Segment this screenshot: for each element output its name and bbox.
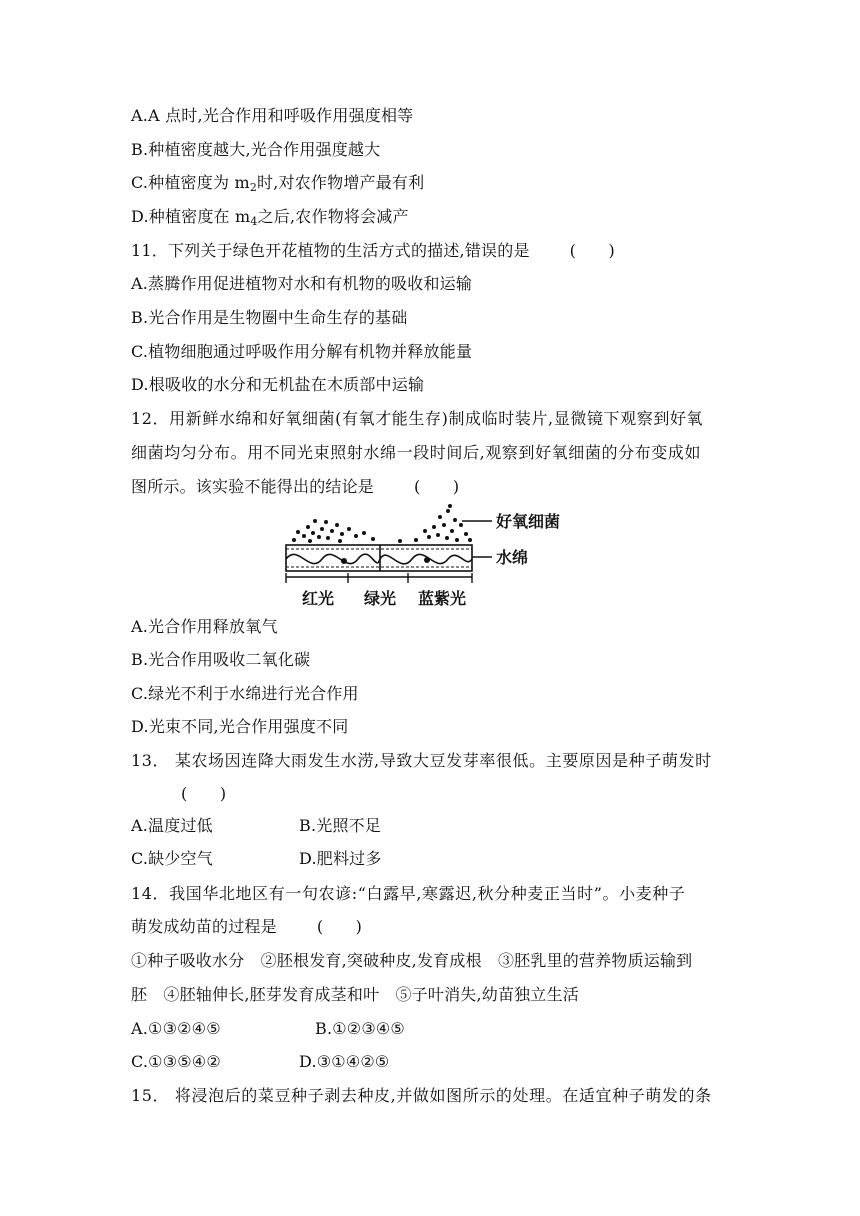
q10-option-d xyxy=(131,206,409,233)
q12-option-c: C.绿光不利于水绵进行光合作用 xyxy=(131,684,359,703)
label-blue-violet-light: 蓝紫光 xyxy=(418,589,467,608)
q14-steps-line1: ①种子吸收水分 ②胚根发育,突破种皮,发育成根 ③胚乳里的营养物质运输到 xyxy=(131,951,693,970)
q14-option-a: A.①③②④⑤ xyxy=(131,1019,221,1038)
q14-option-c: C.①③⑤④② xyxy=(131,1052,221,1071)
q11-option-a: A.蒸腾作用促进植物对水和有机物的吸收和运输 xyxy=(131,274,473,293)
q12-stem-line3 xyxy=(131,476,459,498)
q14-stem-text: 萌发成幼苗的过程是 xyxy=(131,917,277,936)
q12-option-a: A.光合作用释放氧气 xyxy=(131,617,278,636)
q15-stem-line1: 15． 将浸泡后的菜豆种子剥去种皮,并做如图所示的处理。在适宜种子萌发的条 xyxy=(131,1086,712,1105)
q12-stem-text: 图所示。该实验不能得出的结论是 xyxy=(131,477,375,496)
algae-bacteria-figure xyxy=(280,503,580,611)
q14-steps-line2: 胚 ④胚轴伸长,胚芽发育成茎和叶 ⑤子叶消失,幼苗独立生活 xyxy=(131,985,579,1004)
q13-option-a: A.温度过低 xyxy=(131,816,213,835)
chloroplast-spiral xyxy=(286,554,472,564)
q10-option-c-text-end: 时,对农作物增产最有利 xyxy=(257,173,425,192)
q13-answer-paren: ( ) xyxy=(181,784,227,803)
q12-option-d: D.光束不同,光合作用强度不同 xyxy=(131,717,349,736)
q13-option-d: D.肥料过多 xyxy=(299,849,382,868)
q14-stem-line1: 14．我国华北地区有一句农谚:“白露早,寒露迟,秋分种麦正当时”。小麦种子 xyxy=(131,884,686,903)
q11-stem xyxy=(131,240,615,262)
q10-option-c-text: C.种植密度为 m xyxy=(131,173,250,192)
q11-option-d: D.根吸收的水分和无机盐在木质部中运输 xyxy=(131,375,425,394)
nucleus-right xyxy=(424,557,430,563)
q10-option-c-subscript: 2 xyxy=(249,181,258,194)
nucleus-left xyxy=(341,558,347,564)
q10-option-d-text: D.种植密度在 m xyxy=(131,207,251,226)
q14-answer-paren: ( ) xyxy=(316,917,363,936)
q12-answer-paren: ( ) xyxy=(414,477,460,496)
q13-option-c: C.缺少空气 xyxy=(131,849,213,868)
label-red-light: 红光 xyxy=(302,589,335,608)
label-aerobic-bacteria: 好氧细菌 xyxy=(496,512,561,531)
q13-option-b: B.光照不足 xyxy=(299,816,382,835)
q11-stem-text: 11．下列关于绿色开花植物的生活方式的描述,错误的是 xyxy=(131,241,530,260)
q14-option-d: D.③①④②⑤ xyxy=(299,1052,390,1071)
q12-stem-line1: 12．用新鲜水绵和好氧细菌(有氧才能生存)制成临时装片,显微镜下观察到好氧 xyxy=(131,409,704,428)
label-green-light: 绿光 xyxy=(364,589,397,608)
q10-option-d-text-end: 之后,农作物将会减产 xyxy=(257,207,409,226)
q10-option-c xyxy=(131,172,424,199)
q11-answer-paren: ( ) xyxy=(569,241,615,260)
q12-option-b: B.光合作用吸收二氧化碳 xyxy=(131,650,311,669)
q13-stem: 13． 某农场因连降大雨发生水涝,导致大豆发芽率很低。主要原因是种子萌发时 xyxy=(131,751,712,770)
bacteria-dots-red xyxy=(292,519,375,543)
label-spirogyra: 水绵 xyxy=(496,548,529,567)
q11-option-b: B.光合作用是生物圈中生命生存的基础 xyxy=(131,308,408,327)
q10-option-b: B.种植密度越大,光合作用强度越大 xyxy=(131,140,381,159)
q10-option-a: A.A 点时,光合作用和呼吸作用强度相等 xyxy=(131,106,414,125)
bacteria-dots-blue xyxy=(423,504,472,542)
q12-stem-line2: 细菌均匀分布。用不同光束照射水绵一段时间后,观察到好氧细菌的分布变成如 xyxy=(131,443,702,462)
q11-option-c: C.植物细胞通过呼吸作用分解有机物并释放能量 xyxy=(131,342,473,361)
q10-option-d-subscript: 4 xyxy=(250,215,258,228)
q14-stem-line2 xyxy=(131,916,362,938)
bacteria-dots-green xyxy=(398,538,418,543)
q14-option-b: B.①②③④⑤ xyxy=(315,1019,405,1038)
